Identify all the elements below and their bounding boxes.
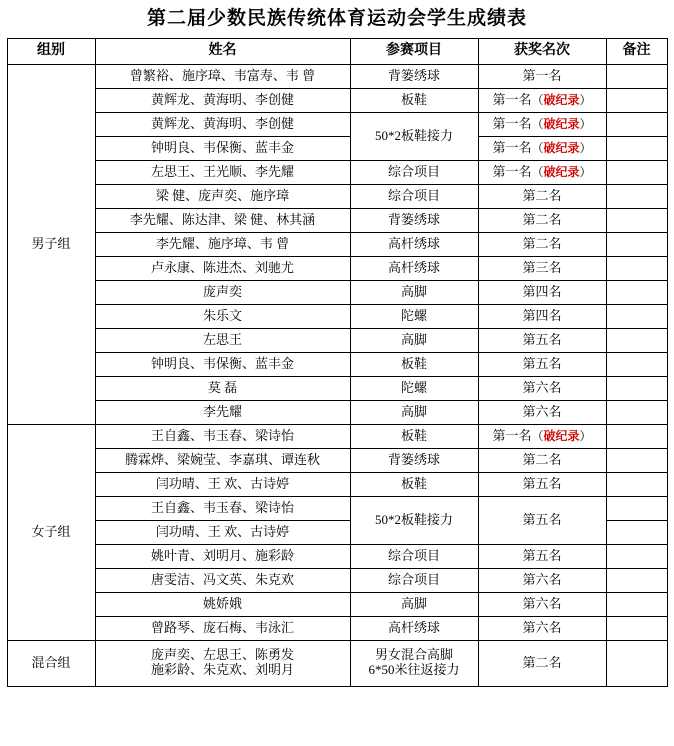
award-label: 第五名 xyxy=(522,511,562,527)
note-cell xyxy=(606,88,667,112)
event-cell: 高脚 xyxy=(350,592,478,616)
note-cell xyxy=(606,616,667,640)
names-cell: 黄辉龙、黄海明、李创健 xyxy=(95,88,350,112)
note-cell xyxy=(606,256,667,280)
record-paren-close: ） xyxy=(579,92,592,107)
award-cell xyxy=(478,616,606,640)
event-cell: 综合项目 xyxy=(350,184,478,208)
table-row xyxy=(7,544,667,568)
note-cell xyxy=(606,328,667,352)
award-label: 第二名 xyxy=(522,451,562,467)
award-label: 第二名 xyxy=(522,654,562,670)
note-cell xyxy=(606,568,667,592)
award-cell xyxy=(478,208,606,232)
names-cell: 李先耀、施序璋、韦 曾 xyxy=(95,232,350,256)
results-table xyxy=(7,38,668,687)
names-cell: 李先耀 xyxy=(95,400,350,424)
award-cell xyxy=(478,496,606,544)
names-cell: 卢永康、陈进杰、刘驰尤 xyxy=(95,256,350,280)
names-cell: 朱乐文 xyxy=(95,304,350,328)
award-cell xyxy=(478,352,606,376)
award-cell xyxy=(478,328,606,352)
table-row xyxy=(7,64,667,88)
event-cell: 板鞋 xyxy=(350,88,478,112)
award-cell xyxy=(478,112,606,136)
award-cell xyxy=(478,640,606,686)
event-cell: 综合项目 xyxy=(350,568,478,592)
award-cell xyxy=(478,184,606,208)
table-row xyxy=(7,208,667,232)
award-label: 第一名 xyxy=(492,115,532,131)
award-label: 第五名 xyxy=(522,475,562,491)
event-cell: 50*2板鞋接力 xyxy=(350,496,478,544)
award-cell xyxy=(478,544,606,568)
award-label: 第二名 xyxy=(522,235,562,251)
record-badge: 破纪录 xyxy=(543,428,580,443)
note-cell xyxy=(606,472,667,496)
column-header-note: 备注 xyxy=(606,38,667,64)
award-cell xyxy=(478,160,606,184)
names-cell: 曾路琴、庞石梅、韦泳汇 xyxy=(95,616,350,640)
award-label: 第六名 xyxy=(522,595,562,611)
table-row xyxy=(7,184,667,208)
names-cell: 左思王 xyxy=(95,328,350,352)
note-cell xyxy=(606,184,667,208)
award-cell xyxy=(478,64,606,88)
record-paren-close: ） xyxy=(579,116,592,131)
award-label: 第二名 xyxy=(522,187,562,203)
event-cell: 背篓绣球 xyxy=(350,208,478,232)
note-cell xyxy=(606,520,667,544)
column-header-name: 姓名 xyxy=(95,38,350,64)
column-header-award: 获奖名次 xyxy=(478,38,606,64)
event-cell: 高脚 xyxy=(350,400,478,424)
table-row xyxy=(7,328,667,352)
note-cell xyxy=(606,424,667,448)
event-cell: 高杆绣球 xyxy=(350,616,478,640)
names-cell: 闫功晴、王 欢、古诗婷 xyxy=(95,520,350,544)
table-row xyxy=(7,376,667,400)
group-cell: 男子组 xyxy=(7,64,95,424)
event-cell: 陀螺 xyxy=(350,376,478,400)
award-label: 第三名 xyxy=(522,259,562,275)
names-cell: 庞声奕 xyxy=(95,280,350,304)
award-label: 第五名 xyxy=(522,547,562,563)
table-row xyxy=(7,280,667,304)
event-cell: 综合项目 xyxy=(350,160,478,184)
page-title: 第二届少数民族传统体育运动会学生成绩表 xyxy=(146,8,527,29)
event-cell: 50*2板鞋接力 xyxy=(350,112,478,160)
award-cell xyxy=(478,568,606,592)
award-cell xyxy=(478,400,606,424)
record-paren-open: （ xyxy=(531,140,544,155)
event-cell: 背篓绣球 xyxy=(350,64,478,88)
table-row xyxy=(7,640,667,686)
event-cell: 高杆绣球 xyxy=(350,256,478,280)
award-cell xyxy=(478,424,606,448)
event-cell: 板鞋 xyxy=(350,424,478,448)
award-cell xyxy=(478,256,606,280)
names-cell: 李先耀、陈达津、梁 健、林其涵 xyxy=(95,208,350,232)
table-row xyxy=(7,160,667,184)
record-paren-close: ） xyxy=(579,140,592,155)
names-cell: 钟明良、韦保衡、蓝丰金 xyxy=(95,352,350,376)
award-cell xyxy=(478,304,606,328)
note-cell xyxy=(606,304,667,328)
award-label: 第一名 xyxy=(492,427,532,443)
table-row xyxy=(7,472,667,496)
names-cell: 左思王、王光顺、李先耀 xyxy=(95,160,350,184)
award-label: 第一名 xyxy=(492,139,532,155)
note-cell xyxy=(606,376,667,400)
note-cell xyxy=(606,208,667,232)
names-cell: 腾霖烨、梁婉莹、李嘉琪、谭连秋 xyxy=(95,448,350,472)
note-cell xyxy=(606,160,667,184)
table-row xyxy=(7,616,667,640)
table-header xyxy=(7,38,667,64)
award-cell xyxy=(478,232,606,256)
note-cell xyxy=(606,448,667,472)
note-cell xyxy=(606,496,667,520)
names-cell: 姚娇娥 xyxy=(95,592,350,616)
award-label: 第四名 xyxy=(522,283,562,299)
names-cell: 钟明良、韦保衡、蓝丰金 xyxy=(95,136,350,160)
table-row xyxy=(7,400,667,424)
award-cell xyxy=(478,280,606,304)
names-cell: 王自鑫、韦玉春、梁诗怡 xyxy=(95,424,350,448)
table-row xyxy=(7,448,667,472)
award-cell xyxy=(478,448,606,472)
event-cell: 高脚 xyxy=(350,328,478,352)
names-cell: 姚叶青、刘明月、施彩龄 xyxy=(95,544,350,568)
table-row xyxy=(7,256,667,280)
event-cell: 板鞋 xyxy=(350,352,478,376)
award-label: 第六名 xyxy=(522,379,562,395)
table-row xyxy=(7,136,667,160)
record-badge: 破纪录 xyxy=(543,140,580,155)
names-cell: 黄辉龙、黄海明、李创健 xyxy=(95,112,350,136)
table-row xyxy=(7,88,667,112)
table-row xyxy=(7,568,667,592)
table-row xyxy=(7,424,667,448)
group-cell: 混合组 xyxy=(7,640,95,686)
table-row xyxy=(7,352,667,376)
award-cell xyxy=(478,592,606,616)
note-cell xyxy=(606,592,667,616)
group-cell: 女子组 xyxy=(7,424,95,640)
event-cell: 综合项目 xyxy=(350,544,478,568)
note-cell xyxy=(606,640,667,686)
record-badge: 破纪录 xyxy=(543,92,580,107)
record-badge: 破纪录 xyxy=(543,116,580,131)
table-body xyxy=(7,64,667,686)
award-label: 第六名 xyxy=(522,571,562,587)
award-label: 第四名 xyxy=(522,307,562,323)
record-paren-open: （ xyxy=(531,92,544,107)
event-cell: 板鞋 xyxy=(350,472,478,496)
award-label: 第二名 xyxy=(522,211,562,227)
note-cell xyxy=(606,232,667,256)
award-label: 第一名 xyxy=(492,91,532,107)
event-cell: 背篓绣球 xyxy=(350,448,478,472)
note-cell xyxy=(606,112,667,136)
names-cell: 唐雯洁、冯文英、朱克欢 xyxy=(95,568,350,592)
award-label: 第五名 xyxy=(522,355,562,371)
names-cell: 曾繁裕、施序璋、韦富寿、韦 曾 xyxy=(95,64,350,88)
note-cell xyxy=(606,400,667,424)
note-cell xyxy=(606,136,667,160)
names-cell: 梁 健、庞声奕、施序璋 xyxy=(95,184,350,208)
event-cell: 高杆绣球 xyxy=(350,232,478,256)
record-paren-open: （ xyxy=(531,428,544,443)
record-paren-close: ） xyxy=(579,428,592,443)
award-label: 第六名 xyxy=(522,403,562,419)
names-cell: 庞声奕、左思王、陈勇发 施彩龄、朱克欢、刘明月 xyxy=(95,640,350,686)
record-paren-open: （ xyxy=(531,116,544,131)
table-row xyxy=(7,232,667,256)
award-label: 第一名 xyxy=(492,163,532,179)
names-cell: 王自鑫、韦玉春、梁诗怡 xyxy=(95,496,350,520)
names-cell: 莫 磊 xyxy=(95,376,350,400)
award-label: 第六名 xyxy=(522,619,562,635)
note-cell xyxy=(606,544,667,568)
table-row xyxy=(7,112,667,136)
note-cell xyxy=(606,280,667,304)
award-label: 第一名 xyxy=(522,67,562,83)
event-cell: 陀螺 xyxy=(350,304,478,328)
award-cell xyxy=(478,88,606,112)
record-paren-close: ） xyxy=(579,164,592,179)
table-row xyxy=(7,496,667,520)
names-cell: 闫功晴、王 欢、古诗婷 xyxy=(95,472,350,496)
column-header-group: 组别 xyxy=(7,38,95,64)
table-row xyxy=(7,592,667,616)
note-cell xyxy=(606,64,667,88)
award-cell xyxy=(478,376,606,400)
event-cell: 高脚 xyxy=(350,280,478,304)
record-badge: 破纪录 xyxy=(543,164,580,179)
award-label: 第五名 xyxy=(522,331,562,347)
table-row xyxy=(7,304,667,328)
note-cell xyxy=(606,352,667,376)
award-cell xyxy=(478,472,606,496)
event-cell: 男女混合高脚 6*50米往返接力 xyxy=(350,640,478,686)
record-paren-open: （ xyxy=(531,164,544,179)
column-header-event: 参赛项目 xyxy=(350,38,478,64)
award-cell xyxy=(478,136,606,160)
table-header-row xyxy=(7,38,667,64)
